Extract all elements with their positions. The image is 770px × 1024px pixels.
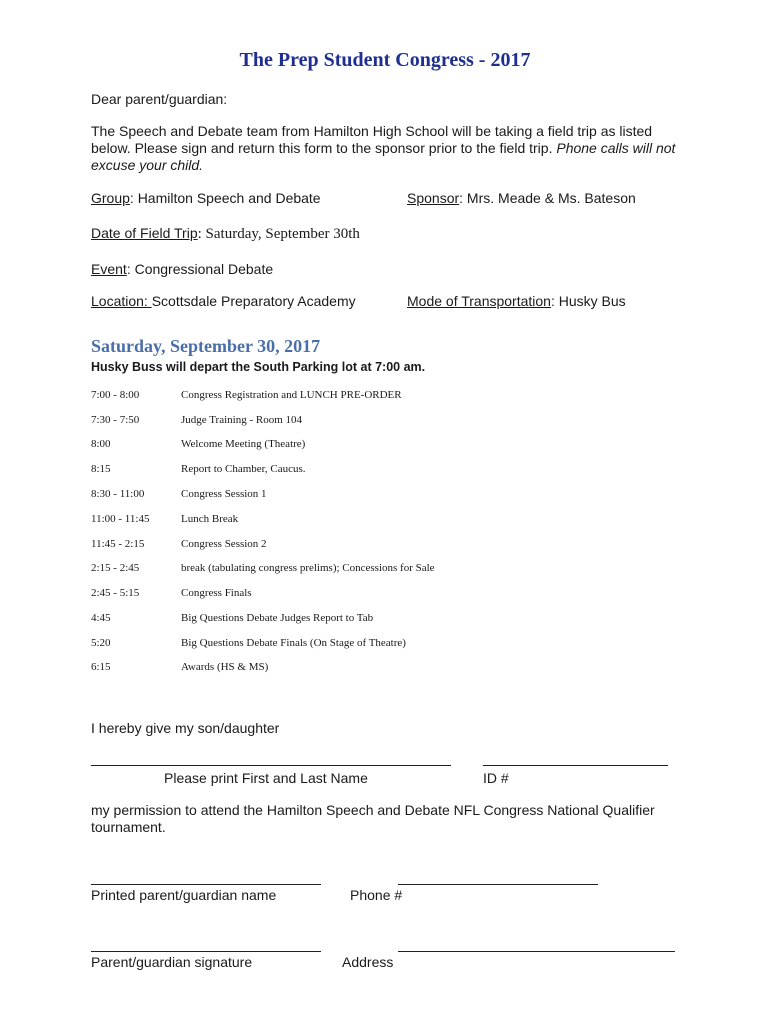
- permission-statement-line-1: my permission to attend the Hamilton Speech and Debate NFL Congress National Qualifier: [91, 802, 655, 818]
- page-title: The Prep Student Congress - 2017: [239, 49, 531, 71]
- intro-warning-start: Phone calls will not: [556, 140, 676, 156]
- schedule-time: 5:20: [91, 637, 111, 649]
- schedule-event: Welcome Meeting (Theatre): [181, 438, 306, 450]
- schedule-event: Congress Finals: [181, 587, 252, 599]
- intro-line-2-text: below. Please sign and return this form to the sponsor prior to the field trip.: [91, 140, 557, 156]
- schedule-event: Lunch Break: [181, 513, 239, 525]
- sponsor-field: [407, 190, 636, 207]
- student-id-label: ID #: [483, 770, 509, 786]
- schedule-time: 11:45 - 2:15: [91, 538, 145, 550]
- group-label: Group: [91, 190, 130, 206]
- permission-intro: I hereby give my son/daughter: [91, 720, 280, 736]
- intro-line-3: [91, 157, 691, 174]
- intro-line-1: The Speech and Debate team from Hamilton High School will be taking a field trip as listed: [91, 123, 653, 139]
- signature-line[interactable]: [91, 951, 321, 952]
- sponsor-label: Sponsor: [407, 190, 460, 206]
- schedule-event: Judge Training - Room 104: [181, 414, 303, 426]
- schedule-event: Big Questions Debate Judges Report to Tab: [181, 612, 374, 624]
- schedule-time: 8:00: [91, 438, 111, 450]
- schedule-event: break (tabulating congress prelims); Concessions for Sale: [181, 562, 435, 574]
- permission-statement-line-2: tournament.: [91, 819, 166, 835]
- event-field: [91, 261, 273, 278]
- schedule-time: 2:15 - 2:45: [91, 562, 140, 574]
- schedule-time: 8:30 - 11:00: [91, 488, 145, 500]
- student-name-line[interactable]: [91, 765, 451, 766]
- schedule-time: 7:00 - 8:00: [91, 389, 140, 401]
- date-field: [91, 225, 360, 243]
- student-name-label: Please print First and Last Name: [164, 770, 368, 786]
- group-value: : Hamilton Speech and Debate: [129, 190, 321, 206]
- intro-line-2: [91, 140, 691, 157]
- printed-name-label: Printed parent/guardian name: [91, 887, 277, 903]
- schedule-time: 4:45: [91, 612, 111, 624]
- salutation: Dear parent/guardian:: [91, 91, 228, 107]
- event-label: Event: [91, 261, 127, 277]
- transport-label: Mode of Transportation: [407, 293, 551, 309]
- schedule-time: 7:30 - 7:50: [91, 414, 140, 426]
- bus-note: Husky Buss will depart the South Parking lot at 7:00 am.: [91, 360, 426, 374]
- schedule-time: 8:15: [91, 463, 111, 475]
- printed-name-line[interactable]: [91, 884, 321, 885]
- schedule-time: 2:45 - 5:15: [91, 587, 140, 599]
- schedule-time: 11:00 - 11:45: [91, 513, 150, 525]
- phone-label: Phone #: [350, 887, 403, 903]
- student-id-line[interactable]: [483, 765, 668, 766]
- intro-warning-end: excuse your child.: [91, 157, 204, 173]
- schedule-event: Congress Session 1: [181, 488, 267, 500]
- address-line[interactable]: [398, 951, 675, 952]
- phone-line[interactable]: [398, 884, 598, 885]
- location-label: Location:: [91, 293, 152, 309]
- schedule-event: Congress Registration and LUNCH PRE-ORDER: [181, 389, 402, 401]
- sponsor-value: : Mrs. Meade & Ms. Bateson: [459, 190, 636, 206]
- date-value: : Saturday, September 30th: [197, 226, 360, 242]
- address-label: Address: [342, 954, 394, 970]
- transport-value: : Husky Bus: [550, 293, 626, 309]
- location-field: [91, 293, 356, 310]
- schedule-event: Report to Chamber, Caucus.: [181, 463, 306, 475]
- schedule-event: Big Questions Debate Finals (On Stage of Theatre): [181, 637, 406, 649]
- date-label: Date of Field Trip: [91, 225, 198, 241]
- group-field: [91, 190, 321, 207]
- signature-label: Parent/guardian signature: [91, 954, 253, 970]
- schedule-heading: Saturday, September 30, 2017: [91, 336, 321, 356]
- schedule-time: 6:15: [91, 661, 111, 673]
- transport-field: [407, 293, 626, 310]
- schedule-event: Congress Session 2: [181, 538, 267, 550]
- schedule-event: Awards (HS & MS): [181, 661, 269, 673]
- location-value: Scottsdale Preparatory Academy: [151, 293, 356, 309]
- event-value: : Congressional Debate: [126, 261, 274, 277]
- intro-paragraph: [91, 123, 691, 174]
